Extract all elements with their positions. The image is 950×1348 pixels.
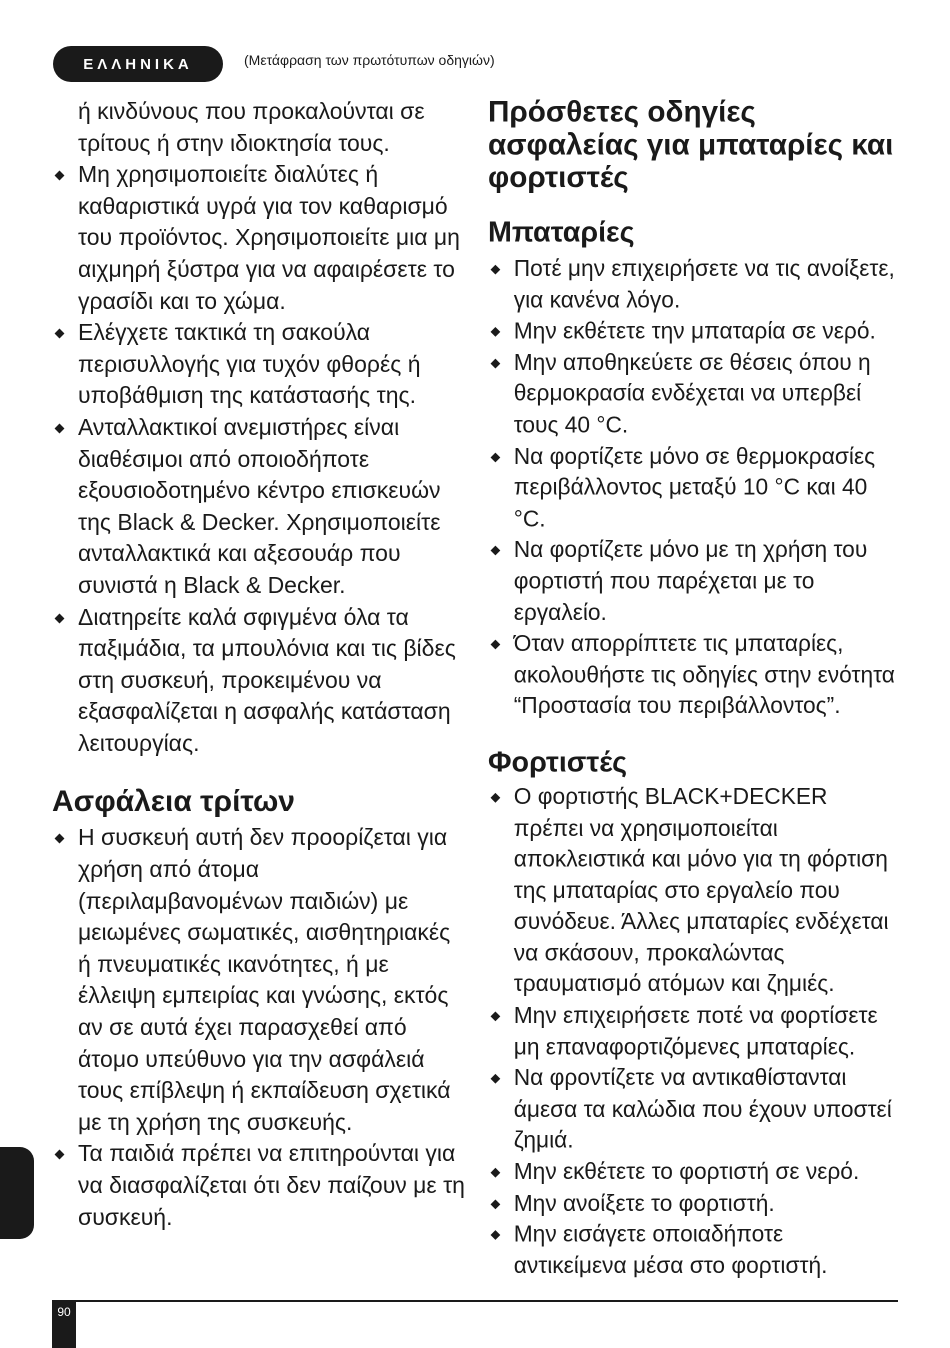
list-item-text: Η συσκευή αυτή δεν προορίζεται για χρήση από άτομα (περιλαμβανομένων παιδιών) με μειωμένες σωματικές, αισθητηριακές ή πνευματικές ικανότητες, ή με έλλειψη εμπειρίας και γνώσης, εκτός αν σε αυτά έχει παρασχεθεί από άτομο υπεύθυνο για την ασφάλειά τους επίβλεψη ή εκπαίδευση σχετικά με τη χρήση της συσκευής.	[78, 824, 451, 1135]
bullet-icon	[55, 1150, 65, 1160]
bullet-icon	[55, 834, 65, 844]
bullet-icon	[491, 546, 501, 556]
list-item-text: Μην εκθέτετε την μπαταρία σε νερό.	[513, 317, 876, 344]
chargers-heading: Φορτιστές	[488, 746, 628, 779]
list-item	[488, 441, 898, 535]
list-item-text: Να φορτίζετε μόνο με τη χρήση του φορτιστή που παρέχεται με το εργαλείο.	[513, 536, 868, 625]
bullet-icon	[491, 265, 501, 275]
battery-list	[488, 253, 898, 722]
list-item	[52, 1138, 467, 1233]
bullet-icon	[55, 171, 65, 181]
list-item-text: Μην επιχειρήσετε ποτέ να φορτίσετε μη επαναφορτιζόμενες μπαταρίες.	[513, 1002, 878, 1060]
translation-note: (Μετάφραση των πρωτότυπων οδηγιών)	[244, 52, 495, 68]
footer-rule	[52, 1300, 898, 1302]
bullet-icon	[491, 640, 501, 650]
page-number: 90	[52, 1300, 76, 1348]
list-item	[52, 602, 467, 760]
list-item	[52, 317, 467, 412]
list-item-text: Ελέγχετε τακτικά τη σακούλα περισυλλογής για τυχόν φθορές ή υποβάθμιση της κατάστασής της.	[78, 319, 421, 409]
list-item	[52, 822, 467, 1138]
edge-tab-marker	[0, 1147, 34, 1239]
list-item	[488, 316, 898, 347]
bullet-icon	[55, 613, 65, 623]
bullet-icon	[491, 1168, 501, 1178]
list-item-text: Μην αποθηκεύετε σε θέσεις όπου η θερμοκρασία ενδέχεται να υπερβεί τους 40 °C.	[513, 349, 871, 438]
bullet-icon	[491, 1074, 501, 1084]
maintenance-list	[52, 159, 467, 759]
list-item-text: Μην εισάγετε οποιαδήποτε αντικείμενα μέσα στο φορτιστή.	[513, 1220, 828, 1278]
list-item	[488, 1219, 898, 1282]
list-item-text: Τα παιδιά πρέπει να επιτηρούνται για να διασφαλίζεται ότι δεν παίζουν με τη συσκευή.	[78, 1140, 465, 1230]
list-item-text: Όταν απορρίπτετε τις μπαταρίες, ακολουθήστε τις οδηγίες στην ενότητα “Προστασία του περιβάλλοντος”.	[513, 630, 895, 719]
list-item-text: Ανταλλακτικοί ανεμιστήρες είναι διαθέσιμοι από οποιοδήποτε εξουσιοδοτημένο κέντρο επισκευών της Black & Decker. Χρησιμοποιείτε ανταλλακτικά και αξεσουάρ που συνιστά η Black & Decker.	[78, 413, 441, 598]
bullet-icon	[491, 452, 501, 462]
list-item	[488, 1156, 898, 1187]
right-column	[488, 96, 898, 1281]
list-item	[488, 253, 898, 316]
bullet-icon	[491, 358, 501, 368]
list-item-text: Μην εκθέτετε το φορτιστή σε νερό.	[513, 1158, 860, 1185]
list-item	[488, 347, 898, 441]
language-badge	[53, 46, 223, 82]
list-item-text: Ποτέ μην επιχειρήσετε να τις ανοίξετε, για κανένα λόγο.	[513, 255, 895, 313]
charger-list	[488, 781, 898, 1281]
bullet-icon	[491, 327, 501, 337]
list-item-text: Να φορτίζετε μόνο σε θερμοκρασίες περιβάλλοντος μεταξύ 10 °C και 40 °C.	[513, 442, 876, 531]
left-column	[52, 96, 467, 1233]
bullet-icon	[55, 423, 65, 433]
list-item-text: Διατηρείτε καλά σφιγμένα όλα τα παξιμάδια, τα μπουλόνια και τις βίδες στη συσκευή, προκειμένου να εξασφαλίζεται η ασφαλής κατάσταση λειτουργίας.	[78, 603, 456, 756]
main-heading: Πρόσθετες οδηγίες ασφαλείας για μπαταρίες και φορτιστές	[488, 96, 894, 194]
bullet-icon	[491, 1012, 501, 1022]
list-item	[488, 535, 898, 629]
list-item	[488, 781, 898, 1000]
list-item-text: Ο φορτιστής BLACK+DECKER πρέπει να χρησιμοποιείται αποκλειστικά και μόνο για τη φόρτιση της μπαταρίας στο εργαλείο που συνόδευε. Άλλες μπαταρίες ενδέχεται να σκάσουν, προκαλώντας τραυματισμό ατόμων και ζημιές.	[513, 783, 889, 997]
list-item	[52, 412, 467, 602]
list-item	[488, 1000, 898, 1063]
bullet-icon	[491, 793, 501, 803]
third-party-list	[52, 822, 467, 1233]
list-item-text: Να φροντίζετε να αντικαθίστανται άμεσα τα καλώδια που έχουν υποστεί ζημιά.	[513, 1064, 892, 1153]
continued-paragraph: ή κινδύνους που προκαλούνται σε τρίτους ή στην ιδιοκτησία τους.	[78, 98, 425, 156]
batteries-heading: Μπαταρίες	[488, 216, 635, 249]
bullet-icon	[491, 1199, 501, 1209]
list-item	[488, 1063, 898, 1157]
list-item	[488, 628, 898, 722]
list-item	[488, 1188, 898, 1219]
list-item-text: Μην ανοίξετε το φορτιστή.	[513, 1189, 775, 1216]
third-party-heading: Ασφάλεια τρίτων	[52, 785, 295, 819]
language-label: ΕΛΛΗΝΙΚΑ	[83, 55, 193, 73]
list-item-text: Μη χρησιμοποιείτε διαλύτες ή καθαριστικά υγρά για τον καθαρισμό του προϊόντος. Χρησιμοποιείτε μια μη αιχμηρή ξύστρα για να αφαιρέσετε το γρασίδι και το χώμα.	[78, 161, 460, 314]
bullet-icon	[55, 329, 65, 339]
bullet-icon	[491, 1230, 501, 1240]
list-item	[52, 159, 467, 317]
